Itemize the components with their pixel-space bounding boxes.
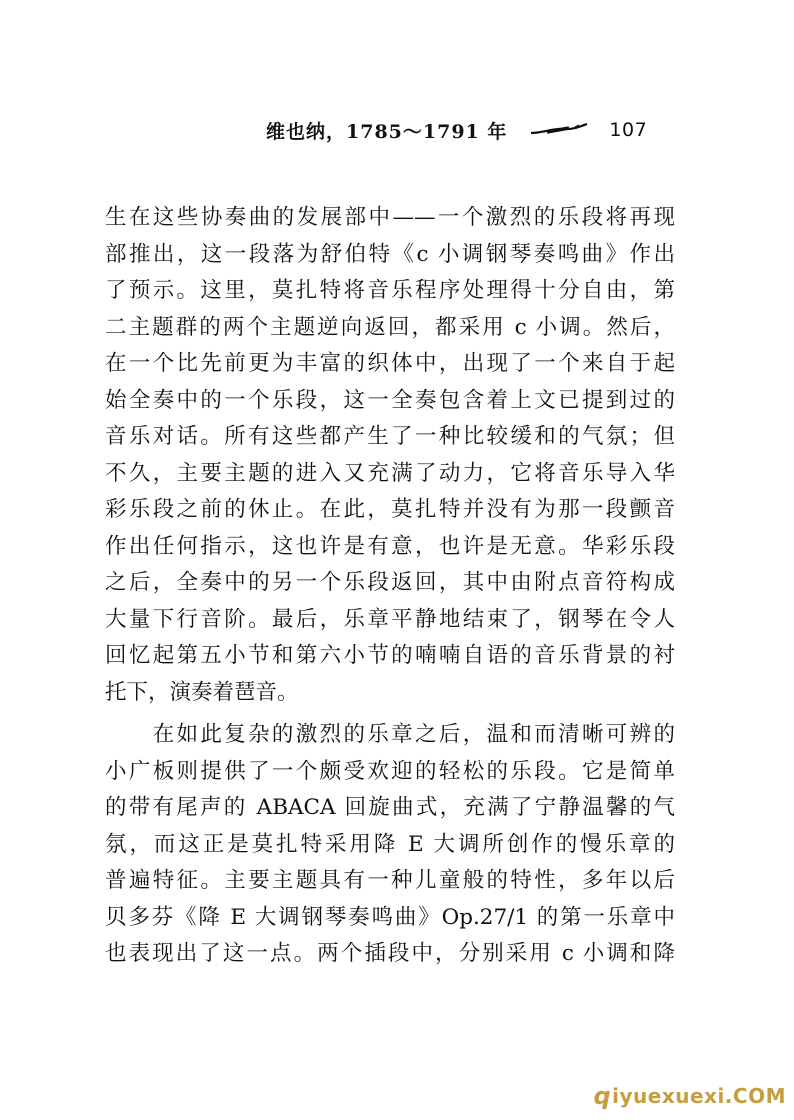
running-title: 维也纳，1785～1791 年: [266, 120, 508, 143]
text-line: 在如此复杂的激烈的乐章之后，温和而清晰可辨的: [105, 722, 675, 747]
text-line: 作出任何指示，这也许是有意，也许是无意。华彩乐段: [105, 533, 675, 559]
text-line: 部推出，这一段落为舒伯特《c 小调钢琴奏鸣曲》作出: [105, 241, 675, 267]
text-line: 不久，主要主题的进入又充满了动力，它将音乐导入华: [105, 460, 675, 486]
text-line: 回忆起第五小节和第六小节的喃喃自语的音乐背景的衬: [105, 643, 675, 668]
paragraph: [105, 717, 675, 973]
text-line: 的带有尾声的 ABACA 回旋曲式，充满了宁静温馨的气: [105, 795, 675, 820]
text-line: 氛，而这正是莫扎特采用降 E 大调所创作的慢乐章的: [105, 831, 675, 857]
text-line: 始全奏中的一个乐段，这一全奏包含着上文已提到过的: [105, 387, 675, 413]
text-line: 彩乐段之前的休止。在此，莫扎特并没有为那一段颤音: [105, 497, 675, 522]
watermark: [593, 1082, 786, 1110]
text-line: 也表现出了这一点。两个插段中，分别采用 c 小调和降: [105, 941, 675, 966]
text-line: 音乐对话。所有这些都产生了一种比较缓和的气氛；但: [105, 424, 675, 449]
flourish-ornament-icon: [529, 123, 589, 137]
page-number: 107: [609, 119, 648, 141]
running-head: [266, 116, 647, 144]
body-text: [105, 200, 675, 973]
text-line: 大量下行音阶。最后，乐章平静地结束了，钢琴在令人: [105, 606, 675, 632]
paragraph: [105, 200, 675, 711]
text-line: 托下，演奏着琶音。: [105, 679, 299, 705]
watermark-logo-icon: q: [593, 1082, 612, 1110]
text-line: 普遍特征。主要主题具有一种儿童般的特性，多年以后: [105, 868, 675, 893]
text-line: 之后，全奏中的另一个乐段返回，其中由附点音符构成: [105, 570, 675, 595]
text-line: 了预示。这里，莫扎特将音乐程序处理得十分自由，第: [105, 278, 675, 303]
watermark-text: iyuexuexi.COM: [612, 1084, 786, 1108]
text-line: 二主题群的两个主题逆向返回，都采用 c 小调。然后，: [105, 314, 675, 340]
text-line: 贝多芬《降 E 大调钢琴奏鸣曲》Op.27/1 的第一乐章中: [105, 904, 675, 930]
text-line: 在一个比先前更为丰富的织体中，出现了一个来自于起: [105, 351, 675, 376]
text-line: 小广板则提供了一个颇受欢迎的轻松的乐段。它是简单: [105, 758, 675, 784]
text-line: 生在这些协奏曲的发展部中——一个激烈的乐段将再现: [105, 205, 675, 230]
